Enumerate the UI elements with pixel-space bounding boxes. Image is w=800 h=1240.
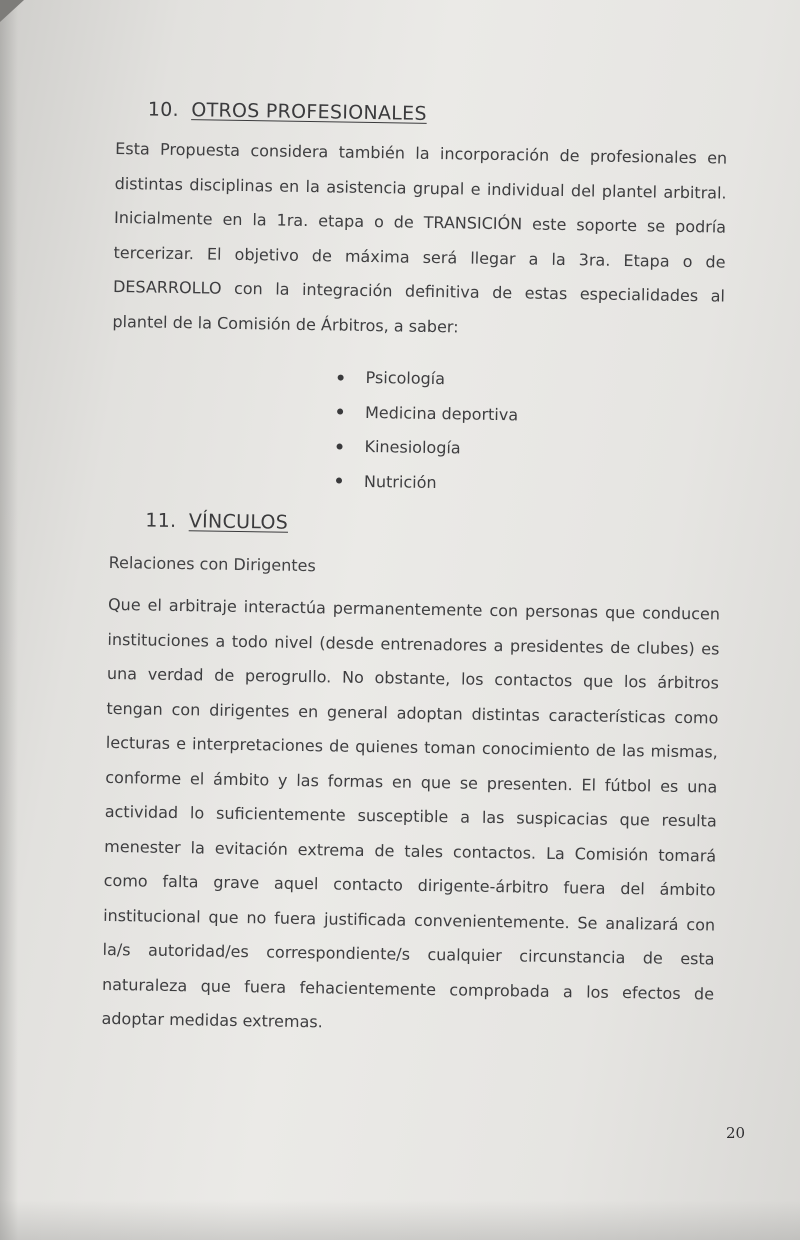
section-10-number: 10. <box>147 98 180 121</box>
section-11-number: 11. <box>145 509 177 533</box>
page-shadow-bottom <box>0 1200 800 1240</box>
bullet-icon <box>337 443 343 449</box>
page-content <box>101 98 728 1046</box>
bullet-icon <box>337 409 343 415</box>
folded-corner <box>0 0 24 22</box>
list-item-label: Kinesiología <box>364 436 461 458</box>
section-11-heading <box>145 510 721 541</box>
page-shadow-left <box>0 0 18 1240</box>
bullet-icon <box>336 478 342 484</box>
section-11-subheading: Relaciones con Dirigentes <box>108 552 316 576</box>
list-item-label: Nutrición <box>363 471 437 492</box>
list-item <box>336 464 722 505</box>
section-10-title: OTROS PROFESIONALES <box>191 99 427 125</box>
list-item-label: Psicología <box>365 367 446 389</box>
section-11-title: VÍNCULOS <box>188 510 289 534</box>
section-10-heading <box>148 99 728 130</box>
section-11-paragraph: Que el arbitraje interactúa permanentemente con personas que conducen instituciones a todo nivel (desde entrenadores a presidentes de clubes) es una verdad de perogrullo. No obstante, los contactos que los árbitros tengan con dirigentes en general adoptan distintas características como lecturas e interpretaciones de quienes toman conocimiento de las mismas, conforme el ámbito y las formas en que se presenten. El fútbol es una actividad lo suficientemente susceptible a las suspicacias que resulta menester la evitación extrema de tales contactos. La Comisión tomará como falta grave aquel contacto dirigente-árbitro fuera del ámbito institucional que no fuera justificada convenientemente. Se analizará con la/s autoridad/es correspondiente/s cualquier circunstancia de esta naturaleza que fuera fehacientemente comprobada a los efectos de adoptar medidas extremas. <box>101 594 721 1032</box>
list-item-label: Medicina deportiva <box>364 402 519 424</box>
bullet-icon <box>338 374 344 380</box>
page-number: 20 <box>726 1124 746 1142</box>
section-10-paragraph: Esta Propuesta considera también la incorporación de profesionales en distintas disciplinas en la asistencia grupal e individual del plantel arbitral. Inicialmente en la 1ra. etapa o de TRANSICIÓN este soporte se podría tercerizar. El objetivo de máxima será llegar a la 3ra. Etapa o de DESARROLLO con la integración definitiva de estas especialidades al plantel de la Comisión de Árbitros, a saber: <box>112 138 728 336</box>
disciplines-list <box>110 357 724 505</box>
